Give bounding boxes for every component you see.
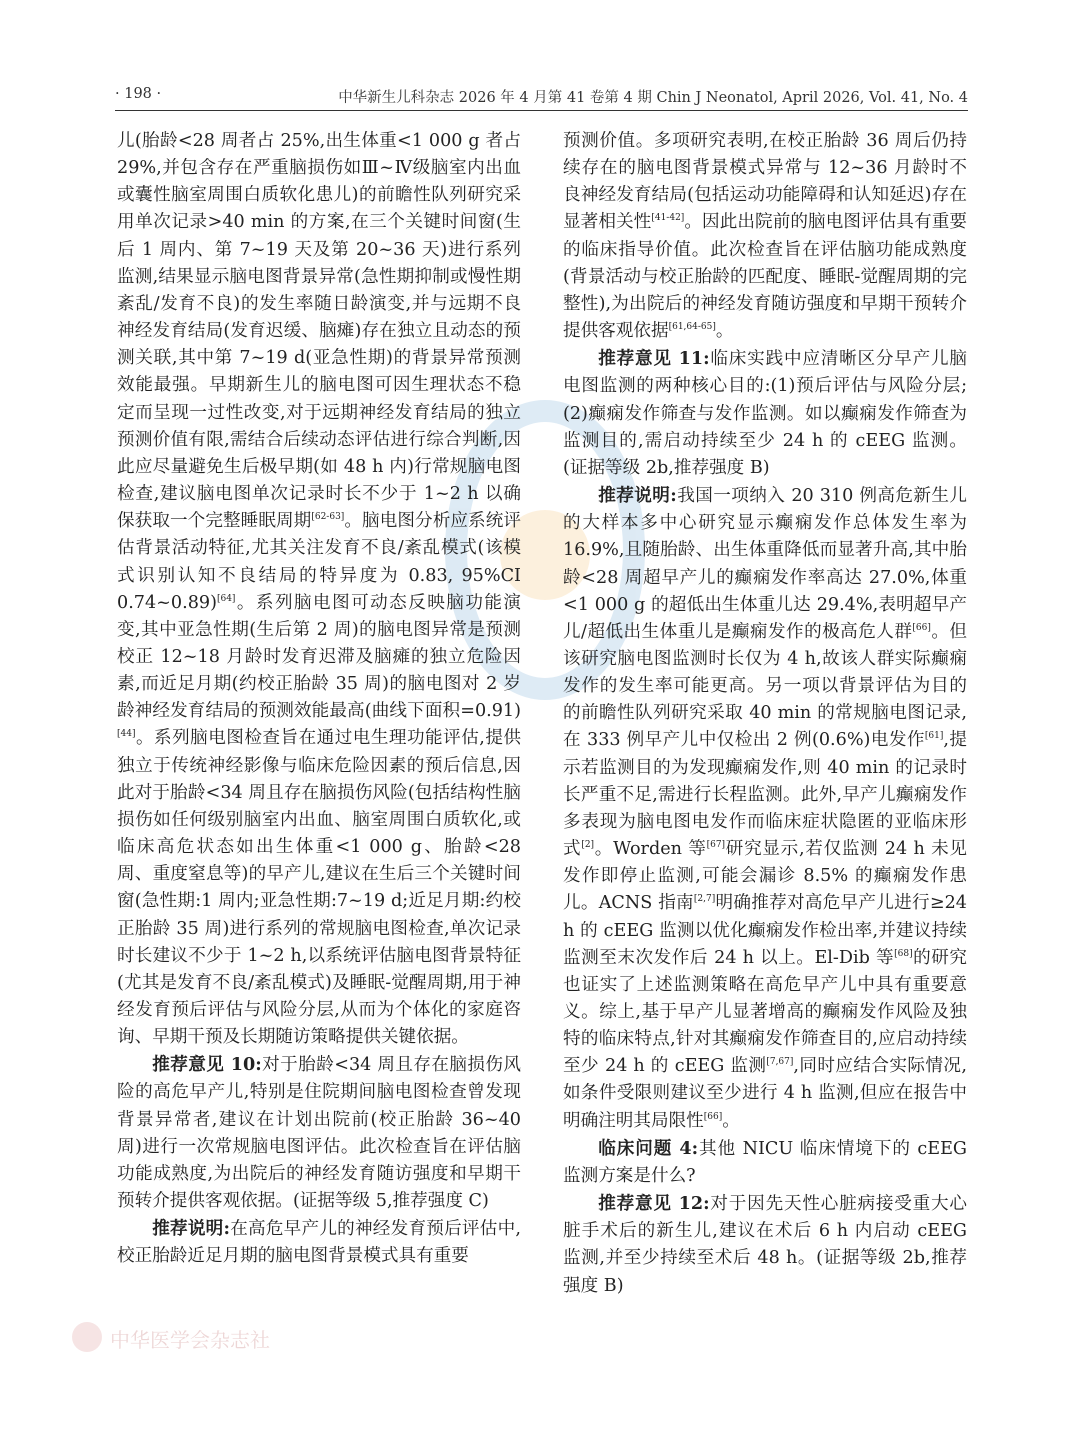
- citation: [64]: [216, 593, 236, 604]
- recommendation-11: [563, 345, 967, 482]
- text-segment: 的研究也证实了上述监测策略在高危早产儿中具有重要意义。综上,基于早产儿显著增高的癫痫发作风险及独特的临床特点,针对其癫痫发作筛查目的,应启动持续至少 24 h 的 cEEG 监测: [563, 947, 967, 1077]
- right-paragraph-1: [563, 128, 967, 345]
- text-segment: 预测价值。多项研究表明,在校正胎龄 36 周后仍持续存在的脑电图背景模式异常与 12~36 月龄时不良神经发育结局(包括运动功能障碍和认知延迟)存在显著相关性: [563, 131, 967, 233]
- right-column: [563, 128, 967, 1300]
- text-segment: 明确推荐对高危早产儿进行≥24 h 的 cEEG 监测以优化癫痫发作检出率,并建议持续监测至末次发作后 24 h 以上。El-Dib 等: [563, 893, 967, 968]
- left-paragraph-1: [117, 128, 521, 1051]
- page-number: · 198 ·: [115, 86, 162, 102]
- recommendation-label: 推荐意见 10:: [152, 1054, 262, 1076]
- recommendation-label: 推荐意见 11:: [598, 348, 710, 370]
- citation: [7,67]: [766, 1057, 794, 1068]
- recommendation-text: 对于胎龄<34 周且存在脑损伤风险的高危早产儿,特别是住院期间脑电图检查曾发现背景异常者,建议在计划出院前(校正胎龄 36~40 周)进行一次常规脑电图评估。此次检查旨在评估脑功能成熟度,为出院后的神经发育随访强度和早期干预转介提供客观依据。(证据等级 5,推荐强度 C): [117, 1055, 521, 1212]
- citation: [62-63]: [311, 512, 345, 523]
- citation: [67]: [706, 840, 726, 851]
- running-header: [115, 86, 968, 110]
- text-segment: 。因此出院前的脑电图评估具有重要的临床指导价值。此次检查旨在评估脑功能成熟度(背景活动与校正胎龄的匹配度、睡眠-觉醒周期的完整性),为出院后的神经发育随访强度和早期干预转介提供客观依据: [563, 212, 967, 342]
- clinical-question-4: [563, 1135, 967, 1190]
- flower-icon: [72, 1322, 102, 1352]
- citation: [2]: [581, 840, 595, 851]
- explanation-paragraph: [563, 482, 967, 1135]
- left-column: [117, 128, 521, 1271]
- citation: [2,7]: [693, 894, 716, 905]
- text-segment: 儿(胎龄<28 周者占 25%,出生体重<1 000 g 者占 29%,并包含存在严重脑损伤如Ⅲ~Ⅳ级脑室内出血或囊性脑室周围白质软化患儿)的前瞻性队列研究采用单次记录>40 min 的方案,在三个关键时间窗(生后 1 周内、第 7~19 天及第 20~36 天)进行系列监测,结果显示脑电图背景异常(急性期抑制或慢性期紊乱/发育不良)的发生率随日龄演变,并与远期不良神经发育结局(发育迟缓、脑瘫)存在独立且动态的预测关联,其中第 7~19 d(亚急性期)的背景异常预测效能最强。早期新生儿的脑电图可因生理状态不稳定而呈现一过性改变,对于远期神经发育结局的独立预测价值有限,需结合后续动态评估进行综合判断,因此应尽量避免生后极早期(如 48 h 内)行常规脑电图检查,建议脑电图单次记录时长不少于 1~2 h 以确保获取一个完整睡眠周期: [117, 131, 521, 532]
- citation: [66]: [703, 1111, 723, 1122]
- text-segment: 。但该研究脑电图监测时长仅为 4 h,故该人群实际癫痫发作的发生率可能更高。另一项以背景评估为目的的前瞻性队列研究采取 40 min 的常规脑电图记录,在 333 例早产儿中仅检出 2 例(0.6%)电发作: [563, 621, 967, 751]
- question-label: 临床问题 4:: [598, 1137, 699, 1159]
- citation: [61]: [924, 731, 944, 742]
- citation: [61,64-65]: [668, 322, 716, 333]
- text-segment: 。系列脑电图检查旨在通过电生理功能评估,提供独立于传统神经影像与临床危险因素的预后信息,因此对于胎龄<34 周且存在脑损伤风险(包括结构性脑损伤如任何级别脑室内出血、脑室周围白质软化,或临床高危状态如出生体重<1 000 g、胎龄<28 周、重度窒息等)的早产儿,建议在生后三个关键时间窗(急性期:1 周内;亚急性期:7~19 d;近足月期:约校正胎龄 35 周)进行系列的常规脑电图检查,单次记录时长建议不少于 1~2 h,以系统评估脑电图背景特征(尤其是发育不良/紊乱模式)及睡眠-觉醒周期,用于神经发育预后评估与风险分层,从而为个体化的家庭咨询、早期干预及长期随访策略提供关键依据。: [117, 728, 521, 1048]
- text-segment: 。脑电图分析应系统评估背景活动特征,尤其关注发育不良/紊乱模式(该模式识别认知不良结局的特异度为 0.83, 95%CI 0.74~0.89): [117, 511, 521, 613]
- recommendation-10: [117, 1051, 521, 1215]
- text-segment: 。: [715, 321, 734, 342]
- text-segment: ,同时应结合实际情况,如条件受限则建议至少进行 4 h 监测,但应在报告中明确注明其局限性: [563, 1056, 967, 1131]
- citation: [41-42]: [651, 213, 685, 224]
- text-segment: 。: [722, 1110, 740, 1131]
- recommendation-label: 推荐意见 12:: [598, 1193, 710, 1215]
- recommendation-text: 临床实践中应清晰区分早产儿脑电图监测的两种核心目的:(1)预后评估与风险分层;(2)癫痫发作筛查与发作监测。如以癫痫发作筛查为监测目的,需启动持续至少 24 h 的 cEEG 监测。(证据等级 2b,推荐强度 B): [563, 349, 967, 478]
- header-rule: [115, 110, 968, 111]
- text-segment: 我国一项纳入 20 310 例高危新生儿的大样本多中心研究显示癫痫发作总体发生率为 16.9%,且随胎龄、出生体重降低而显著升高,其中胎龄<28 周超早产儿的癫痫发作率高达 27.0%,体重<1 000 g 的超低出生体重儿达 29.4%,表明超早产儿/超低出生体重儿是癫痫发作的极高危人群: [563, 486, 968, 642]
- text-segment: 研究显示,若仅监测 24 h 未见发作即停止监测,可能会漏诊 8.5% 的癫痫发作患儿。ACNS 指南: [563, 839, 967, 914]
- publisher-logo-text: 中华医学会杂志社: [110, 1328, 270, 1352]
- text-segment: ,提示若监测目的为发现癫痫发作,则 40 min 的记录时长严重不足,需进行长程监测。此外,早产儿癫痫发作多表现为脑电图电发作而临床症状隐匿的亚临床形式: [563, 730, 967, 860]
- recommendation-12: [563, 1190, 967, 1300]
- explanation-label: 推荐说明:: [152, 1218, 230, 1240]
- citation: [68]: [894, 948, 913, 959]
- explanation-paragraph: [117, 1215, 521, 1270]
- explanation-label: 推荐说明:: [598, 485, 677, 507]
- text-segment: 。Worden 等: [594, 839, 707, 860]
- publisher-logo: [72, 1322, 492, 1358]
- text-segment: 。系列脑电图可动态反映脑功能演变,其中亚急性期(生后第 2 周)的脑电图异常是预测校正 12~18 月龄时发育迟滞及脑瘫的独立危险因素,而近足月期(约校正胎龄 35 周)的脑电图对 2 岁龄神经发育结局的预测效能最高(曲线下面积=0.91): [117, 592, 521, 722]
- question-text: 其他 NICU 临床情境下的 cEEG 监测方案是什么?: [563, 1138, 967, 1186]
- recommendation-text: 对于因先天性心脏病接受重大心脏手术后的新生儿,建议在术后 6 h 内启动 cEEG 监测,并至少持续至术后 48 h。(证据等级 2b,推荐强度 B): [563, 1194, 967, 1296]
- journal-citation: 中华新生儿科杂志 2026 年 4 月第 41 卷第 4 期 Chin J Neonatol, April 2026, Vol. 41, No. 4: [338, 90, 968, 106]
- citation: [44]: [117, 729, 136, 740]
- explanation-text: 在高危早产儿的神经发育预后评估中,校正胎龄近足月期的脑电图背景模式具有重要: [117, 1219, 521, 1267]
- citation: [66]: [912, 622, 931, 633]
